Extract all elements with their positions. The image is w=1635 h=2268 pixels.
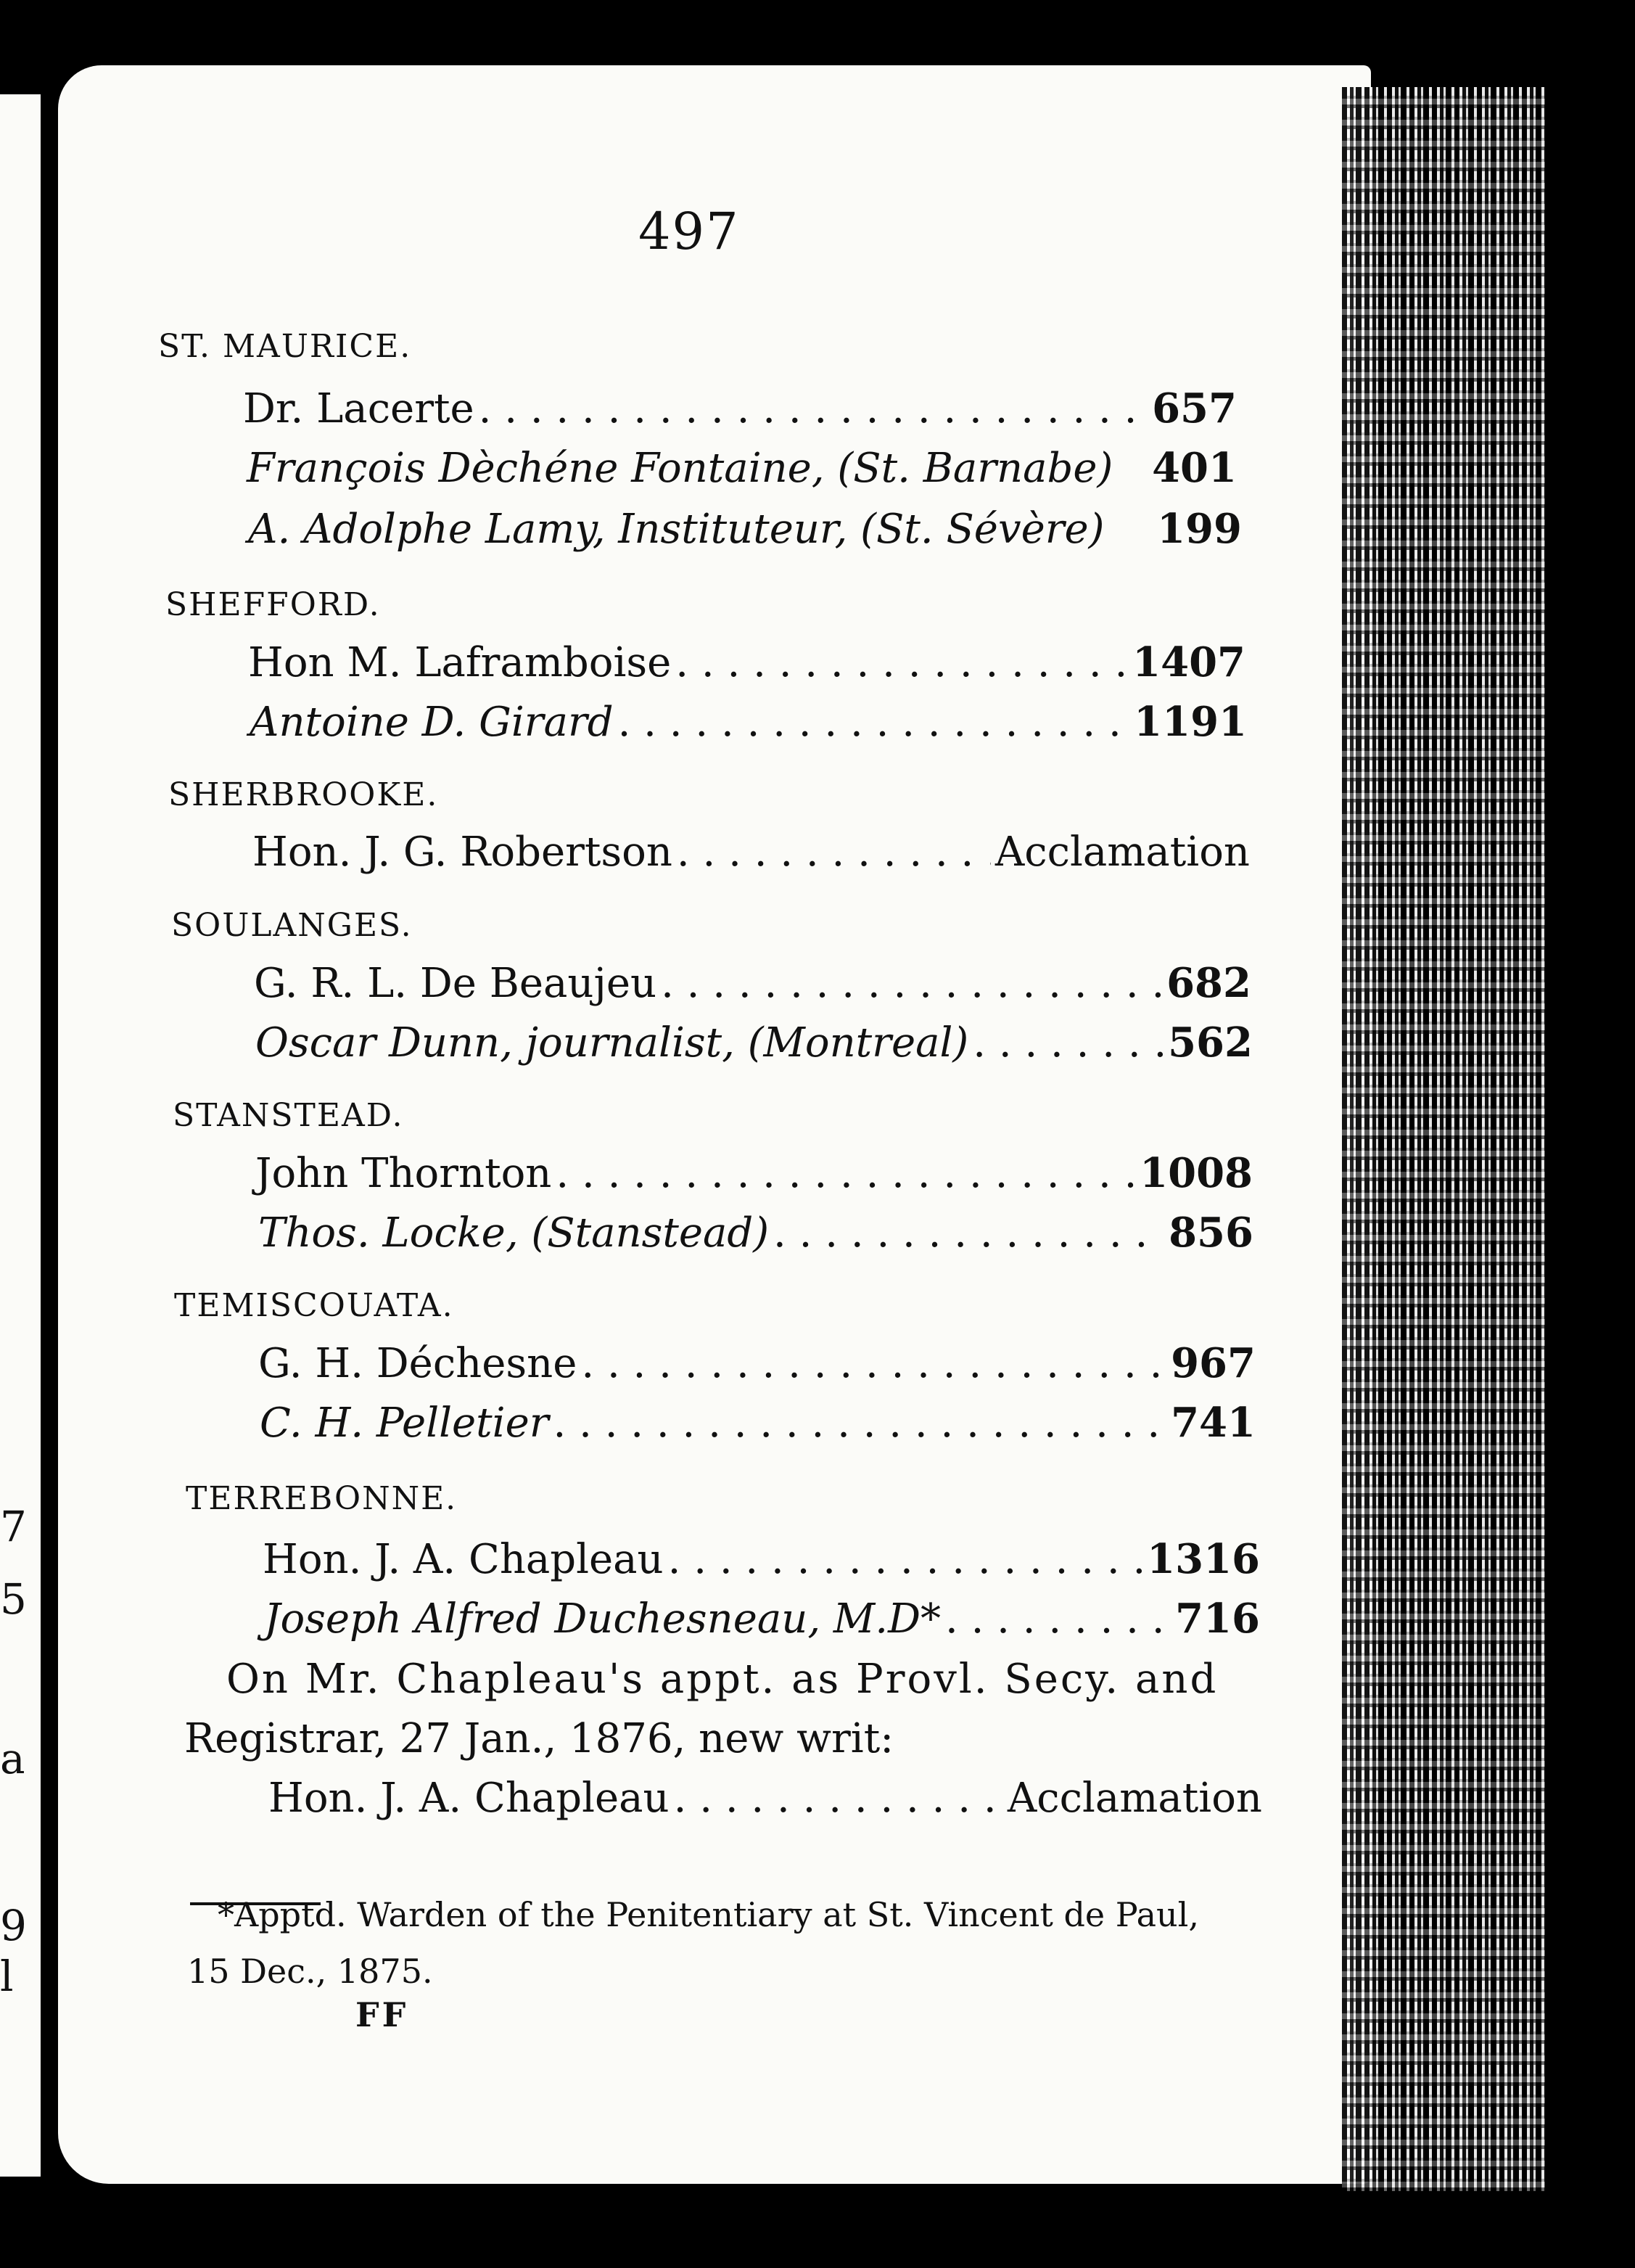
vote-count: 562 <box>1168 1019 1253 1067</box>
result-row <box>243 385 1237 432</box>
section-heading: SHEFFORD. <box>165 586 381 623</box>
candidate-name: Hon. J. A. Chapleau <box>263 1536 664 1583</box>
section-heading: TEMISCOUATA. <box>174 1287 454 1324</box>
margin-fragment: 5 <box>0 1574 27 1624</box>
vote-count: 1008 <box>1140 1149 1253 1197</box>
result-row <box>255 1149 1253 1197</box>
candidate-name: Thos. Locke, (Stanstead) <box>258 1209 770 1257</box>
candidate-name: C. H. Pelletier <box>260 1400 549 1447</box>
candidate-name: Hon. J. A. Chapleau <box>268 1775 670 1822</box>
result-row <box>264 1595 1260 1643</box>
result-row <box>258 1339 1256 1387</box>
vote-count: 1191 <box>1134 698 1247 746</box>
result-row <box>260 1399 1256 1447</box>
vote-count: 401 <box>1152 444 1237 492</box>
candidate-name: Joseph Alfred Duchesneau, M.D* <box>264 1595 941 1643</box>
footnote-line: 15 Dec., 1875. <box>187 1952 433 1991</box>
result-row <box>248 638 1245 686</box>
result-row <box>268 1775 1262 1822</box>
result-row <box>255 1019 1253 1067</box>
result-row <box>254 959 1251 1007</box>
vote-count: Acclamation <box>994 829 1250 876</box>
signature-mark: FF <box>355 1995 409 2034</box>
margin-fragment: 9 <box>0 1901 27 1950</box>
note-line: Registrar, 27 Jan., 1876, new writ: <box>184 1715 894 1762</box>
section-heading: ST. MAURICE. <box>158 328 412 365</box>
result-row <box>248 505 1242 553</box>
result-row <box>263 1535 1260 1583</box>
vote-count: 682 <box>1166 959 1251 1007</box>
vote-count: 657 <box>1152 385 1237 432</box>
vote-count: 856 <box>1169 1209 1253 1257</box>
margin-fragment: l <box>0 1952 14 2001</box>
candidate-name: Hon M. Laframboise <box>248 639 672 686</box>
previous-page-edge <box>0 94 41 2177</box>
vote-count: 1316 <box>1147 1535 1260 1583</box>
note-line: On Mr. Chapleau's appt. as Provl. Secy. and <box>226 1656 1219 1703</box>
margin-fragment: 7 <box>0 1502 27 1551</box>
candidate-name: A. Adolphe Lamy, Instituteur, (St. Sévère) <box>248 506 1105 553</box>
candidate-name: G. H. Déchesne <box>258 1340 577 1387</box>
candidate-name: Oscar Dunn, journalist, (Montreal) <box>255 1019 969 1067</box>
section-heading: STANSTEAD. <box>173 1097 404 1134</box>
result-row <box>250 698 1247 746</box>
candidate-name: John Thornton <box>255 1150 552 1197</box>
candidate-name: Antoine D. Girard <box>250 699 614 746</box>
page-stack-edge <box>1342 87 1545 2191</box>
footnote-line: *Apptd. Warden of the Penitentiary at St. Vincent de Paul, <box>218 1895 1200 1934</box>
vote-count: Acclamation <box>1007 1775 1262 1822</box>
section-heading: TERREBONNE. <box>186 1480 458 1517</box>
result-row <box>252 829 1250 876</box>
margin-fragment: a <box>0 1734 25 1783</box>
section-heading: SOULANGES. <box>171 907 413 944</box>
candidate-name: François Dèchéne Fontaine, (St. Barnabe) <box>247 445 1113 492</box>
section-heading: SHERBROOKE. <box>168 776 439 813</box>
candidate-name: Dr. Lacerte <box>243 385 474 432</box>
vote-count: 967 <box>1171 1339 1256 1387</box>
candidate-name: Hon. J. G. Robertson <box>252 829 672 876</box>
vote-count: 716 <box>1175 1595 1260 1643</box>
candidate-name: G. R. L. De Beaujeu <box>254 960 657 1007</box>
page-number: 497 <box>638 202 740 261</box>
vote-count: 199 <box>1157 505 1242 553</box>
vote-count: 741 <box>1171 1399 1256 1447</box>
result-row <box>258 1209 1253 1257</box>
vote-count: 1407 <box>1132 638 1245 686</box>
result-row <box>247 444 1237 492</box>
